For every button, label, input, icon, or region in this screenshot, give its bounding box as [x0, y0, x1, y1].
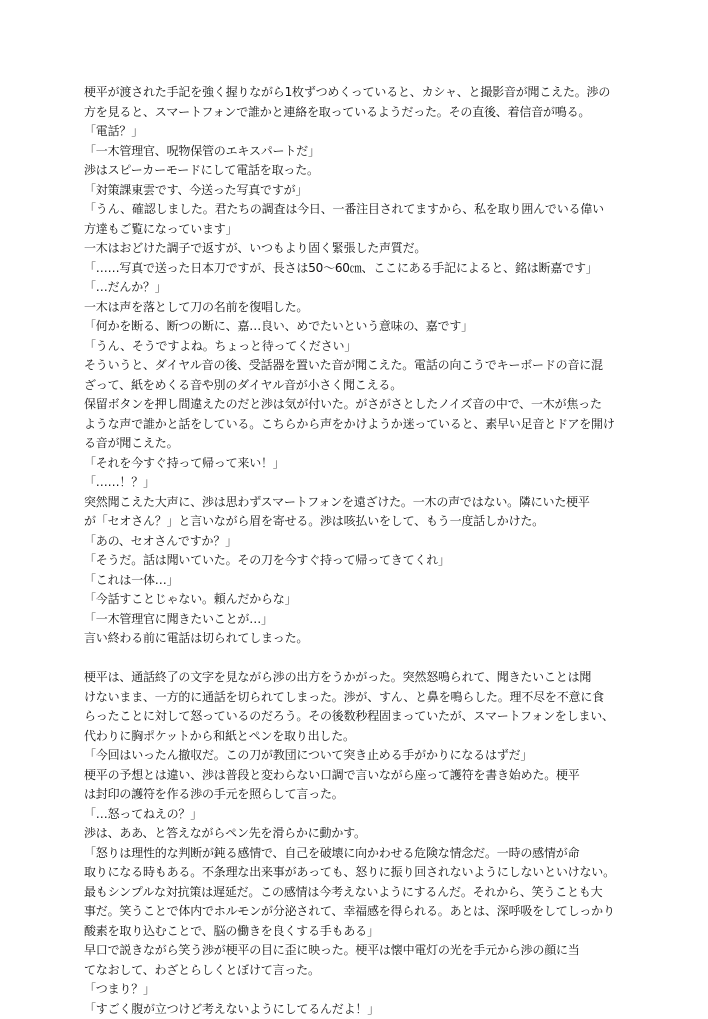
text-line: は封印の護符を作る渉の手元を照らして言った。	[84, 785, 629, 805]
text-line: 「……！？」	[84, 473, 629, 493]
text-line: 「これは一体…」	[84, 571, 629, 591]
text-line: てなおして、わざとらしくとぼけて言った。	[84, 961, 629, 981]
text-line: 「今回はいったん撤収だ。この刀が教団について突き止める手がかりになるはずだ」	[84, 746, 629, 766]
text-line: 事だ。笑うことで体内でホルモンが分泌されて、幸福感を得られる。あとは、深呼吸をしてしっかり	[84, 902, 629, 922]
text-line: 突然聞こえた大声に、渉は思わずスマートフォンを遠ざけた。一木の声ではない。隣にいた梗平	[84, 493, 629, 513]
text-line: らったことに対して怒っているのだろう。その後数秒程固まっていたが、スマートフォンをしまい、	[84, 707, 629, 727]
text-line: 酸素を取り込むことで、脳の働きを良くする手もある」	[84, 922, 629, 942]
text-line: ような声で誰かと話をしている。こちらから声をかけようか迷っていると、素早い足音とドアを開け	[84, 415, 629, 435]
text-line: 「…だんか？」	[84, 278, 629, 298]
text-line: 早口で説きながら笑う渉が梗平の目に歪に映った。梗平は懐中電灯の光を手元から渉の顔に当	[84, 941, 629, 961]
text-line: 「一木管理官、呪物保管のエキスパートだ」	[84, 142, 629, 162]
text-line: 渉は、ああ、と答えながらペン先を滑らかに動かす。	[84, 824, 629, 844]
text-line: 「すごく腹が立つけど考えないようにしてるんだよ！」	[84, 1000, 629, 1019]
text-line: 「今話すことじゃない。頼んだからな」	[84, 590, 629, 610]
text-line: 梗平が渡された手記を強く握りながら1枚ずつめくっていると、カシャ、と撮影音が聞こえた。渉の	[84, 83, 629, 103]
text-line: 保留ボタンを押し間違えたのだと渉は気が付いた。がさがさとしたノイズ音の中で、一木が焦った	[84, 395, 629, 415]
text-line: 梗平は、通話終了の文字を見ながら渉の出方をうかがった。突然怒鳴られて、聞きたいことは聞	[84, 668, 629, 688]
text-line: 「一木管理官に聞きたいことが…」	[84, 610, 629, 630]
text-line: そういうと、ダイヤル音の後、受話器を置いた音が聞こえた。電話の向こうでキーボードの音に混	[84, 356, 629, 376]
text-line: 代わりに胸ポケットから和紙とペンを取り出した。	[84, 727, 629, 747]
text-line: 「電話？」	[84, 122, 629, 142]
text-line: 一木はおどけた調子で返すが、いつもより固く緊張した声質だ。	[84, 239, 629, 259]
blank-line	[84, 649, 629, 669]
text-line: 「うん、そうですよね。ちょっと待ってください」	[84, 337, 629, 357]
text-line: 「…怒ってねえの？」	[84, 805, 629, 825]
text-line: 渉はスピーカーモードにして電話を取った。	[84, 161, 629, 181]
body-text	[84, 83, 629, 1019]
text-line: 言い終わる前に電話は切られてしまった。	[84, 629, 629, 649]
text-line: 取りになる時もある。不条理な出来事があっても、怒りに振り回されないようにしないといけない。	[84, 863, 629, 883]
text-line: 最もシンプルな対抗策は遅延だ。この感情は今考えないようにするんだ。それから、笑うことも大	[84, 883, 629, 903]
text-line: 梗平の予想とは違い、渉は普段と変わらない口調で言いながら座って護符を書き始めた。梗平	[84, 766, 629, 786]
text-line: 「うん、確認しました。君たちの調査は今日、一番注目されてますから、私を取り囲んでいる偉い	[84, 200, 629, 220]
text-line: 「怒りは理性的な判断が鈍る感情で、自己を破壊に向かわせる危険な情念だ。一時の感情が命	[84, 844, 629, 864]
text-line: 方を見ると、スマートフォンで誰かと連絡を取っているようだった。その直後、着信音が鳴る。	[84, 103, 629, 123]
text-line: 「……写真で送った日本刀ですが、長さは50～60㎝、ここにある手記によると、銘は断嘉です」	[84, 259, 629, 279]
text-line: ざって、紙をめくる音や別のダイヤル音が小さく聞こえる。	[84, 376, 629, 396]
text-line: 方達もご覧になっています」	[84, 220, 629, 240]
text-line: 「あの、セオさんですか？」	[84, 532, 629, 552]
text-line: 「つまり？」	[84, 980, 629, 1000]
text-line: る音が聞こえた。	[84, 434, 629, 454]
text-line: 「何かを断る、断つの断に、嘉…良い、めでたいという意味の、嘉です」	[84, 317, 629, 337]
text-line: が「セオさん？」と言いながら眉を寄せる。渉は咳払いをして、もう一度話しかけた。	[84, 512, 629, 532]
text-line: けないまま、一方的に通話を切られてしまった。渉が、すん、と鼻を鳴らした。理不尽を不意に食	[84, 688, 629, 708]
text-line: 「そうだ。話は聞いていた。その刀を今すぐ持って帰ってきてくれ」	[84, 551, 629, 571]
text-line: 「それを今すぐ持って帰って来い！」	[84, 454, 629, 474]
text-line: 一木は声を落として刀の名前を復唱した。	[84, 298, 629, 318]
text-line: 「対策課東雲です、今送った写真ですが」	[84, 181, 629, 201]
